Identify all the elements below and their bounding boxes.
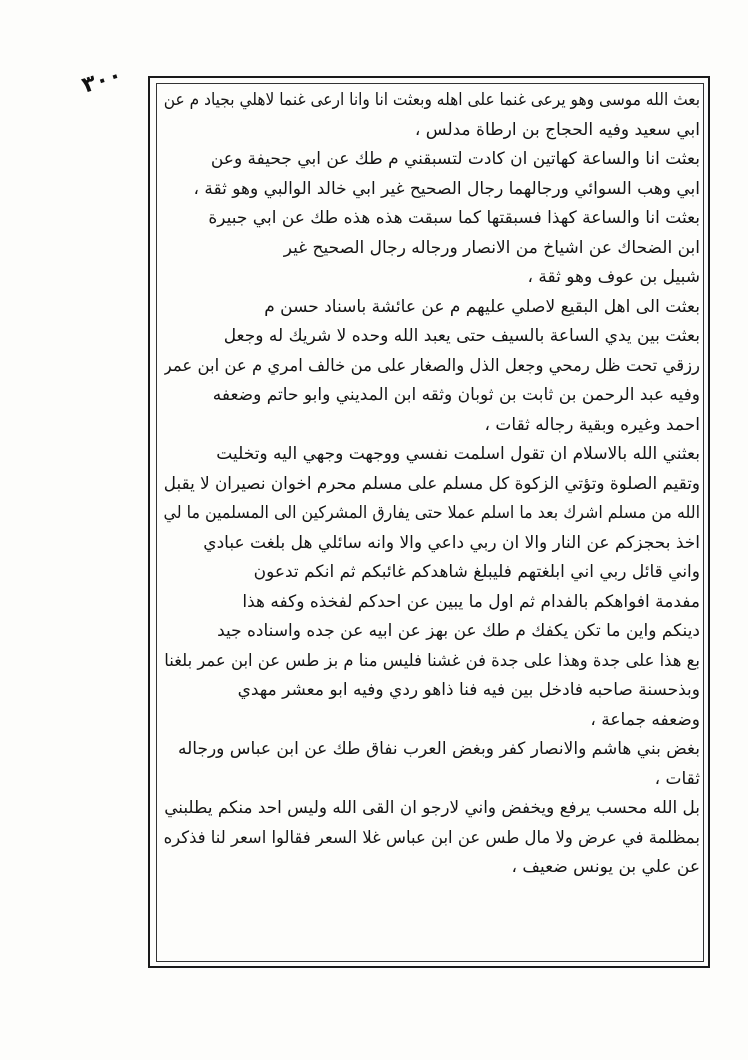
text-line: بعثت انا والساعة كهذا فسبقتها كما سبقت هذه هذه طك عن ابي جبيرة bbox=[208, 208, 700, 228]
text-line: وفيه عبد الرحمن بن ثابت بن ثوبان وثقه ابن المديني وابو حاتم وضعفه bbox=[212, 385, 700, 405]
text-line: بمظلمة في عرض ولا مال طس عن ابن عباس غلا السعر فقالوا اسعر لنا فذكره bbox=[163, 827, 700, 848]
manuscript-text-block bbox=[164, 86, 700, 956]
text-line: وبذحسنة صاحبه فادخل بين فيه فنا ذاهو ردي وفيه ابو معشر مهدي bbox=[237, 680, 700, 700]
text-line: وضعفه جماعة ، bbox=[590, 709, 700, 730]
text-line: بعثت انا والساعة كهاتين ان كادت لتسبقني م طك عن ابي جحيفة وعن bbox=[210, 149, 700, 169]
text-line: عن علي بن يونس ضعيف ، bbox=[511, 857, 700, 877]
text-line: مفدمة افواهكم بالفدام ثم اول ما يبين عن احدكم لفخذه وكفه هذا bbox=[242, 591, 700, 612]
text-line: بل الله محسب يرفع ويخفض واني لارجو ان القى الله وليس احد منكم يطلبني bbox=[164, 798, 700, 818]
text-line: ابي وهب السوائي ورجالهما رجال الصحيح غير ابي خالد الوالبي وهو ثقة ، bbox=[193, 178, 700, 199]
text-line: واني قائل ربي اني ابلغتهم فليبلغ شاهدكم غائبكم ثم انكم تدعون bbox=[253, 562, 700, 582]
text-line: اخذ بحجزكم عن النار والا ان ربي داعي والا وانه سائلي هل بلغت عبادي bbox=[203, 532, 700, 553]
text-line: ابي سعيد وفيه الحجاج بن ارطاة مدلس ، bbox=[414, 119, 700, 140]
text-line: بعثني الله بالاسلام ان تقول اسلمت نفسي ووجهت وجهي اليه وتخليت bbox=[216, 444, 700, 464]
text-line: بعث الله موسى وهو يرعى غنما على اهله وبعثت انا وانا ارعى غنما لاهلي بجياد م عن bbox=[163, 90, 700, 110]
text-line: بعثت الى اهل البقيع لاصلي عليهم م عن عائشة باسناد حسن م bbox=[264, 296, 700, 317]
text-line: بع هذا على جدة وهذا على جدة فن غشنا فليس منا م بز طس عن ابن عمر بلغنا bbox=[164, 650, 700, 671]
text-line: الله من مسلم اشرك بعد ما اسلم عملا حتى يفارق المشركين الى المسلمين ما لي bbox=[163, 503, 700, 523]
text-line: احمد وغيره وبقية رجاله ثقات ، bbox=[484, 414, 700, 435]
text-line: ابن الضحاك عن اشياخ من الانصار ورجاله رجال الصحيح غير bbox=[283, 237, 700, 258]
text-line: بعثت بين يدي الساعة بالسيف حتى يعبد الله وحده لا شريك له وجعل bbox=[223, 326, 700, 346]
text-line: ثقات ، bbox=[654, 768, 700, 789]
text-line: دينكم واين ما تكن يكفك م طك عن بهز عن ابيه عن جده واسناده جيد bbox=[217, 621, 700, 641]
text-line: بغض بني هاشم والانصار كفر وبغض العرب نفاق طك عن ابن عباس ورجاله bbox=[177, 739, 700, 759]
text-line: شبيل بن عوف وهو ثقة ، bbox=[527, 267, 700, 287]
text-line: وتقيم الصلوة وتؤتي الزكوة كل مسلم على مسلم محرم اخوان نصيران لا يقبل bbox=[164, 473, 700, 494]
text-line: رزقي تحت ظل رمحي وجعل الذل والصغار على من خالف امري م عن ابن عمر bbox=[164, 355, 700, 376]
folio-number: ٣٠٠ bbox=[79, 62, 126, 99]
